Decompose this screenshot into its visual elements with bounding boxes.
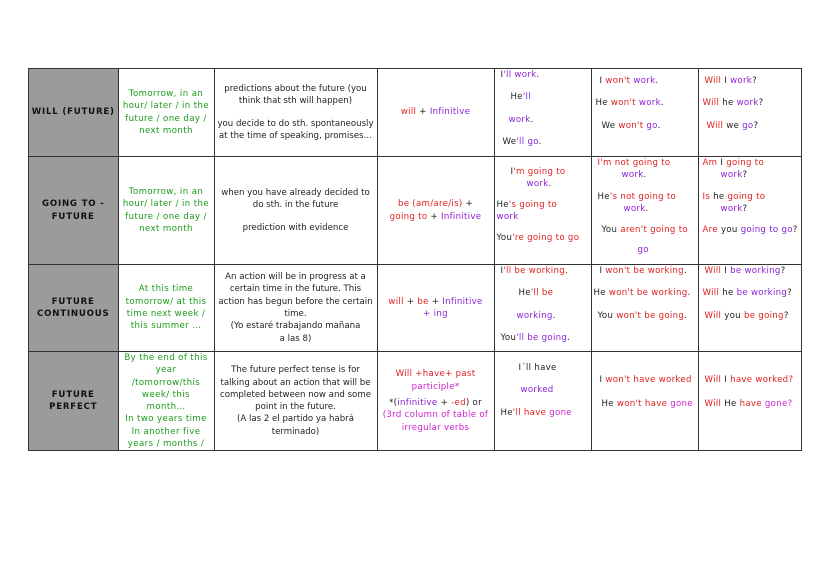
tense-name: FUTURE PERFECT — [29, 352, 119, 451]
time-expressions: By the end of this year /tomorrow/this week/ this month… In two years time In another five years / months / — [118, 352, 214, 451]
negative-examples: I'm not going to work. He's not going to work. You aren't going to go — [591, 157, 698, 265]
form-formula: will + be + Infinitive + ing — [377, 265, 494, 352]
time-expressions: Tomorrow, in an hour/ later / in the future / one day / next month — [118, 157, 214, 265]
form-formula: Will +have+ past participle* *(infinitive + -ed) or (3rd column of table of irregular verbs — [377, 352, 494, 451]
usage-description: when you have already decided to do sth. in the future prediction with evidence — [214, 157, 377, 265]
row-future-continuous — [29, 265, 802, 352]
affirmative-examples: I'll be working. He'll be working. You'll be going. — [494, 265, 591, 352]
form-formula: will + Infinitive — [377, 69, 494, 157]
usage-description: predictions about the future (you think that sth will happen) you decide to do sth. spontaneously at the time of speaking, promises… — [214, 69, 377, 157]
negative-examples: I won't have worked He won't have gone — [591, 352, 698, 451]
question-examples: Will I be working? Will he be working? Will you be going? — [698, 265, 801, 352]
time-expressions: At this time tomorrow/ at this time next week / this summer … — [118, 265, 214, 352]
row-will-future — [29, 69, 802, 157]
affirmative-examples: I´ll have worked He'll have gone — [494, 352, 591, 451]
question-examples: Am I going to work? Is he going to work? Are you going to go? — [698, 157, 801, 265]
time-expressions: Tomorrow, in an hour/ later / in the future / one day / next month — [118, 69, 214, 157]
row-going-to-future — [29, 157, 802, 265]
tense-name: WILL (FUTURE) — [29, 69, 119, 157]
question-examples: Will I have worked? Will He have gone? — [698, 352, 801, 451]
form-formula: be (am/are/is) + going to + Infinitive — [377, 157, 494, 265]
row-future-perfect — [29, 352, 802, 451]
affirmative-examples: I'll work. He'll work. We'll go. — [494, 69, 591, 157]
negative-examples: I won't be working. He won't be working. You won't be going. — [591, 265, 698, 352]
usage-description: The future perfect tense is for talking about an action that will be completed between now and some point in the future. (A las 2 el partido ya habrá terminado) — [214, 352, 377, 451]
tense-name: GOING TO - FUTURE — [29, 157, 119, 265]
question-examples: Will I work? Will he work? Will we go? — [698, 69, 801, 157]
negative-examples: I won't work. He won't work. We won't go. — [591, 69, 698, 157]
usage-description: An action will be in progress at a certain time in the future. This action has begun before the certain time. (Yo estaré trabajando mañana a las 8) — [214, 265, 377, 352]
affirmative-examples: I'm going to work. He's going to work You're going to go — [494, 157, 591, 265]
tense-name: FUTURE CONTINUOUS — [29, 265, 119, 352]
future-tenses-table — [28, 68, 802, 451]
